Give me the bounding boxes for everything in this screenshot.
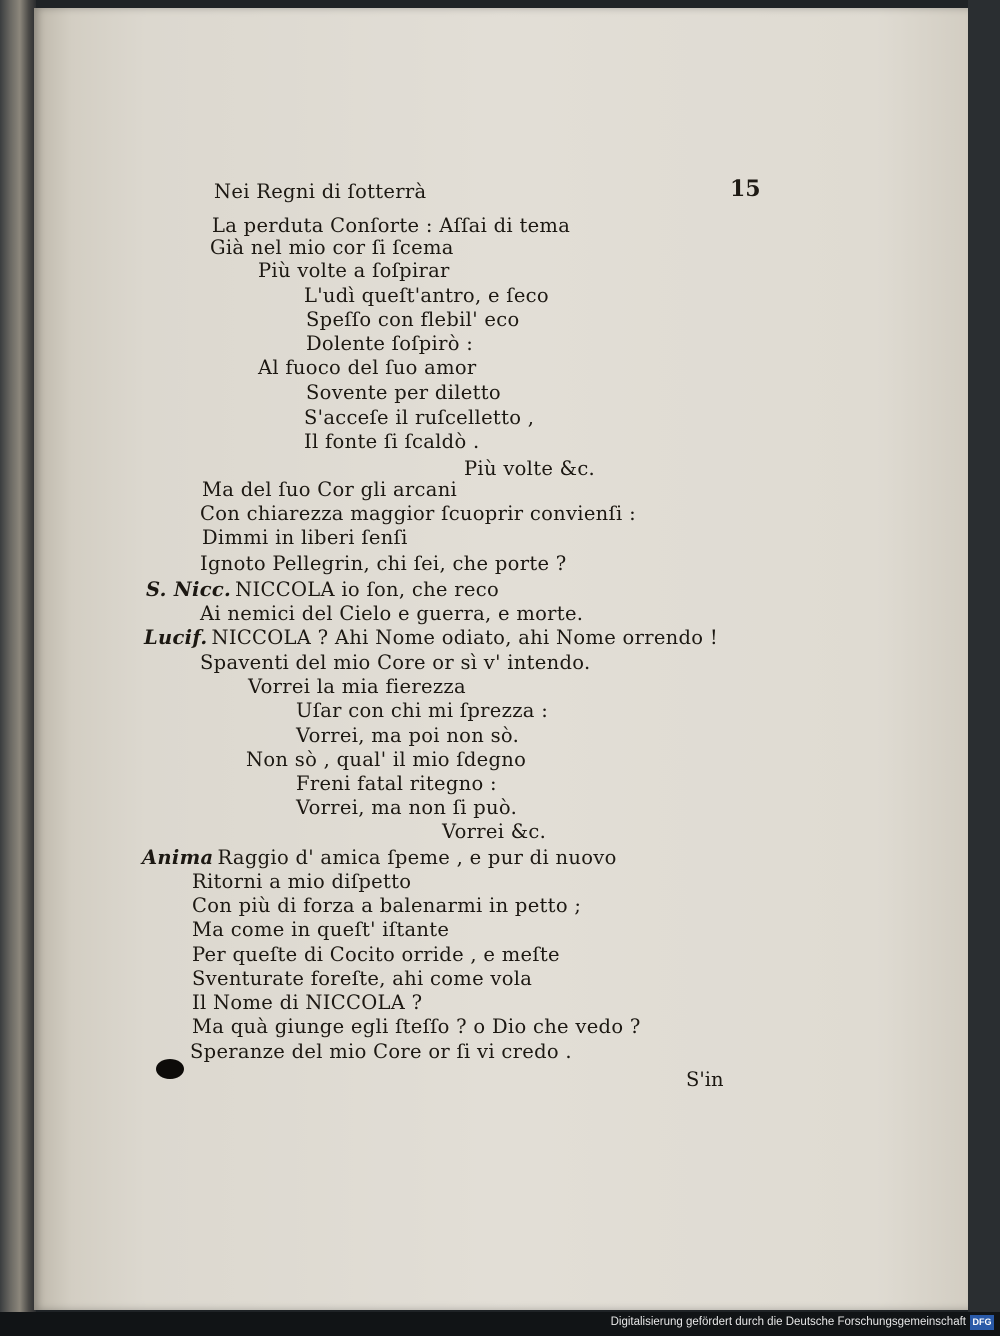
verse-line xyxy=(196,602,583,625)
verse-line xyxy=(254,356,477,379)
verse-text: Sventurate foreſte, ahi come vola xyxy=(192,967,533,990)
page-number: 15 xyxy=(730,176,761,202)
verse-text: Con più di forza a balenarmi in petto ; xyxy=(192,894,582,917)
verse-text: Spaventi del mio Core or sì v' intendo. xyxy=(200,651,591,674)
verse-line xyxy=(292,699,548,722)
verse-line xyxy=(146,578,499,601)
verse-line xyxy=(292,796,517,819)
verse-text: NICCOLA io ſon, che reco xyxy=(235,578,499,601)
verse-text: Più volte &c. xyxy=(464,457,596,480)
verse-line xyxy=(300,406,534,429)
verse-line xyxy=(206,236,454,259)
ink-blot xyxy=(156,1059,184,1079)
speaker-name: Anima xyxy=(142,846,214,869)
verse-line xyxy=(142,846,617,869)
verse-line xyxy=(302,381,501,404)
verse-text: Raggio d' amica ſpeme , e pur di nuovo xyxy=(217,846,617,869)
verse-line xyxy=(302,332,473,355)
verse-text: Ritorni a mio diſpetto xyxy=(192,870,412,893)
verse-line xyxy=(254,259,450,282)
verse-text: Vorrei &c. xyxy=(442,820,547,843)
verse-line xyxy=(300,284,549,307)
verse-line xyxy=(186,1040,572,1063)
verse-text: Ma del ſuo Cor gli arcani xyxy=(202,478,458,501)
verse-text: Speſſo con flebil' eco xyxy=(306,308,520,331)
footer-bar xyxy=(0,1312,1000,1336)
verse-line xyxy=(144,626,718,649)
verse-text: Uſar con chi mi ſprezza : xyxy=(296,699,549,722)
verse-text: Ai nemici del Cielo e guerra, e morte. xyxy=(200,602,584,625)
verse-line xyxy=(198,478,457,501)
verse-text: Nei Regni di ſotterrà xyxy=(214,180,427,203)
verse-line xyxy=(292,772,497,795)
verse-text: S'acceſe il ruſcelletto , xyxy=(304,406,535,429)
verse-line xyxy=(300,430,480,453)
verse-line xyxy=(244,675,466,698)
verse-line xyxy=(302,308,519,331)
scan-background xyxy=(968,0,1000,1312)
verse-text: Vorrei, ma poi non sò. xyxy=(296,724,520,747)
verse-line xyxy=(208,214,570,237)
verse-text: Non sò , qual' il mio ſdegno xyxy=(246,748,527,771)
dfg-logo-icon: DFG xyxy=(970,1315,994,1330)
verse-text: Sovente per diletto xyxy=(306,381,501,404)
verse-line xyxy=(188,918,449,941)
verse-line xyxy=(188,870,411,893)
verse-line xyxy=(242,748,526,771)
verse-text: L'udì queſt'antro, e ſeco xyxy=(304,284,549,307)
verse-line xyxy=(188,991,422,1014)
verse-line xyxy=(196,651,590,674)
book-spine-edge xyxy=(0,0,36,1312)
speaker-name: Lucif. xyxy=(144,626,208,649)
verse-text: Dimmi in liberi ſenſi xyxy=(202,526,408,549)
verse-line xyxy=(198,526,408,549)
verse-text: Vorrei, ma non ſi può. xyxy=(296,796,518,819)
verse-line xyxy=(196,502,636,525)
verse-text: Ignoto Pellegrin, chi ſei, che porte ? xyxy=(200,552,567,575)
verse-line xyxy=(460,457,595,480)
verse-text: Ma come in queſt' iſtante xyxy=(192,918,450,941)
verse-text: Con chiarezza maggior ſcuoprir convienſi : xyxy=(200,502,636,525)
verse-text: Al fuoco del ſuo amor xyxy=(258,356,477,379)
verse-text: NICCOLA ? Ahi Nome odiato, ahi Nome orrendo ! xyxy=(211,626,718,649)
catchword: S'in xyxy=(686,1068,724,1091)
verse-line xyxy=(210,180,426,203)
verse-text: Freni fatal ritegno : xyxy=(296,772,497,795)
verse-line xyxy=(196,552,567,575)
verse-line xyxy=(188,1015,641,1038)
speaker-name: S. Nicc. xyxy=(146,578,232,601)
verse-text: Per queſte di Cocito orride , e meſte xyxy=(192,943,560,966)
verse-line xyxy=(188,894,581,917)
verse-text: Più volte a ſoſpirar xyxy=(258,259,450,282)
verse-text: Già nel mio cor ſi ſcema xyxy=(210,236,454,259)
verse-line xyxy=(188,967,532,990)
verse-text: Speranze del mio Core or ſi vi credo . xyxy=(190,1040,572,1063)
verse-line xyxy=(438,820,546,843)
verse-text: Il Nome di NICCOLA ? xyxy=(192,991,423,1014)
verse-text: Dolente ſoſpirò : xyxy=(306,332,474,355)
footer-credit: Digitalisierung gefördert durch die Deutsche Forschungsgemeinschaft xyxy=(610,1316,966,1328)
verse-text: Il fonte ſi ſcaldò . xyxy=(304,430,480,453)
verse-text: Ma quà giunge egli ſteſſo ? o Dio che vedo ? xyxy=(192,1015,641,1038)
verse-line xyxy=(292,724,519,747)
verse-line xyxy=(188,943,560,966)
verse-text: La perduta Conſorte : Aſſai di tema xyxy=(212,214,571,237)
verse-text: Vorrei la mia fierezza xyxy=(248,675,466,698)
